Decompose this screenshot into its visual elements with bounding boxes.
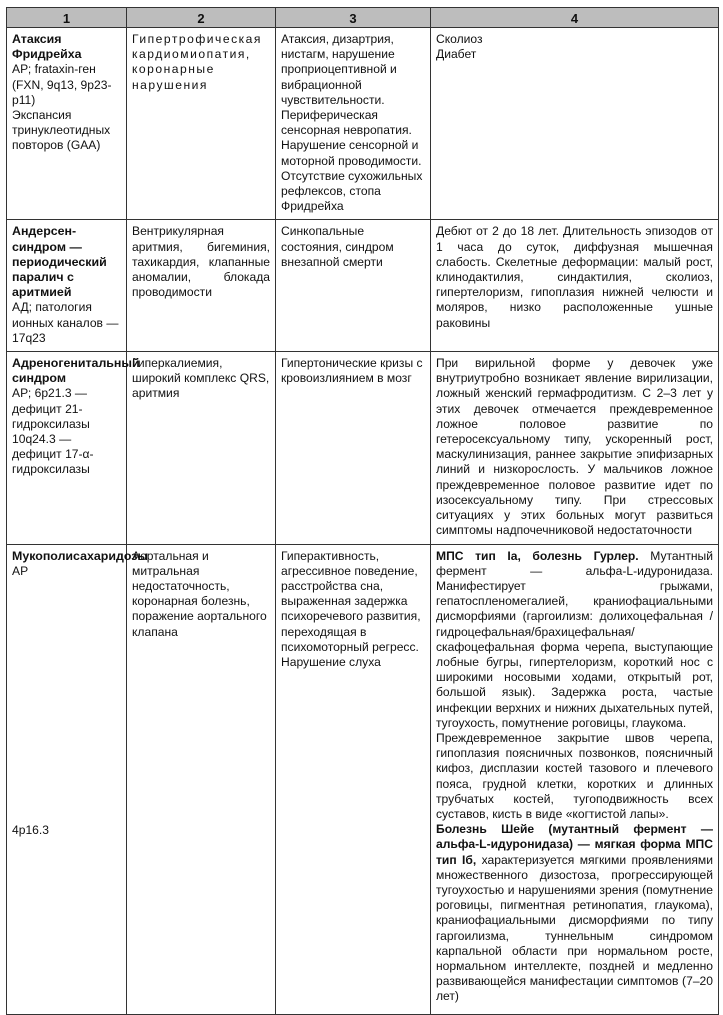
header-row (7, 8, 719, 28)
disease-cell (7, 352, 140, 544)
mps-type-1a-text: Мутантный фермент — альфа-L-идуронидаза. Манифестирует грыжами, гепатоспленомегалией, краниофациальными дисморфиями (гаргоилизм: долихоцефальная /гидроцефальная/брахицефальная/скафоцефальная форма черепа, выступающие лобные бугры, гипертелоризм, короткий нос с широкими носовыми ходами, открытый рот, большой язык). Задержка роста, частые инфекции верхних и нижних дыхательных путей, тугоухость, помутнение роговицы, глаукома. (436, 548, 713, 730)
genetics-line: АР; 6р21.3 — дефицит 21-гидроксилазы 10q24.3 — дефицит 17-α-гидроксилазы (12, 386, 94, 477)
neuro-line: Гиперактивность, агрессивное поведение, расстройства сна, выраженная задержка психоречевого развития, переходящая в психомоторный регресс. Нарушение слуха (281, 548, 421, 669)
disease-name: Адреногенитальный синдром (12, 356, 140, 386)
cardio-text: Вентрикулярная аритмия, бигеминия, тахикардия, клапанные аномалии, блокада проводимости (132, 224, 270, 300)
neuro-line: Периферическая сенсорная невропатия. (281, 108, 412, 138)
other-line: Сколиоз (436, 32, 483, 46)
mps-type-1b-paragraph (436, 822, 713, 1004)
cardio-cell (127, 28, 276, 220)
disease-cell (7, 220, 127, 352)
other-cell (431, 220, 719, 352)
header-col-4: 4 (431, 8, 719, 28)
neuro-cell (276, 28, 431, 220)
mps-type-1b-title: Болезнь Шейе (мутантный фермент — альфа-L-идуронидаза) — мягкая форма МПС тип Iб, (436, 822, 713, 867)
other-cell (431, 544, 719, 1014)
neuro-line: Синкопальные состояния, синдром внезапной смерти (281, 224, 394, 269)
other-line: При вирильной форме у девочек уже внутриутробно возникает явление вирилизации, ложный женский гермафродитизм. С 2–3 лет у этих девочек отмечается преждевременное ложное половое развитие по гетеросексуальному типу, ускоренный рост, маскулинизация, раннее закрытие эпифизарных линий и низкорослость. У мальчиков ложное преждевременное половое развитие идет по изосексуальному типу. При стрессовых ситуациях у этих больных могут развиться симптомы надпочечниковой недостаточности (436, 356, 713, 538)
table-row (7, 544, 719, 1014)
genetics-line: АР (12, 563, 29, 578)
disease-name: Атаксия Фридрейха (12, 32, 82, 62)
neuro-line: Атаксия, дизартрия, нистагм, нарушение проприоцептивной и вибрационной чувствительности. (281, 32, 397, 107)
disease-cell (7, 28, 127, 220)
cardio-text: Аортальная и митральная недостаточность, коронарная болезнь, поражение аортального клапана (132, 548, 267, 639)
other-cell (431, 28, 719, 220)
mps-type-1a-paragraph (436, 549, 713, 731)
genetics-line: АР; frataxin-ген (FXN, 9q13, 9p23-p11) (12, 62, 112, 107)
header-col-3: 3 (276, 8, 431, 28)
neuro-line: Отсутствие сухожильных рефлексов, стопа Фридрейха (281, 168, 423, 214)
cardio-text: Гиперкалиемия, широкий комплекс QRS, аритмия (132, 356, 270, 401)
mps-type-1b-text: характеризуется мягкими проявлениями множественного дизостоза, прогрессирующей тугоухостью и нарушениями зрения (помутнение роговицы, пигментная ретинопатия, глаукома), краниофациальными дисморфиями по типу гаргоилизма, туннельным синдромом карпальной области при нормальном росте, нормальном интеллекте, поздней и медленно развивающейся манифестации симптомов (7–20 лет) (436, 852, 713, 1004)
other-line: Диабет (436, 47, 477, 62)
neuro-cell (276, 220, 431, 352)
neuro-line: Нарушение сенсорной и моторной проводимости. (281, 138, 422, 168)
disease-name: Мукополисахаридозы (12, 548, 148, 563)
mps-type-1a-skeletal: Преждевременное закрытие швов черепа, гипоплазия поясничных позвонков, поясничный кифоз, дисплазии костей тазового и плечевого пояса, грудной клетки, коротких и длинных трубчатых костей, тугоподвижность всех суставов, кисть в виде «когтистой лапы». (436, 730, 713, 821)
table-row (7, 220, 719, 352)
cardio-text: Гипертрофическая кардиомиопатия, коронарные нарушения (132, 32, 262, 92)
neuro-cell (276, 544, 431, 1014)
mps-type-1a-title: МПС тип Ia, болезнь Гурлер. (436, 548, 639, 563)
disease-table (6, 7, 719, 1015)
genetics-locus: 4р16.3 (12, 822, 49, 837)
disease-name: Андерсен-синдром — периодический паралич с аритмией (12, 224, 107, 300)
header-col-1: 1 (7, 8, 127, 28)
cardio-cell (127, 544, 276, 1014)
genetics-line: Экспансия тринуклеотидных повторов (GAA) (12, 108, 111, 153)
genetics-line: АД; патология ионных каналов — 17q23 (12, 300, 119, 345)
header-col-2: 2 (127, 8, 276, 28)
neuro-line: Гипертонические кризы с кровоизлиянием в мозг (281, 356, 423, 386)
cardio-cell (127, 220, 276, 352)
table-row (7, 28, 719, 220)
neuro-cell (276, 352, 431, 544)
disease-cell (7, 544, 148, 1014)
table-row (7, 352, 719, 544)
cardio-cell (127, 352, 276, 544)
other-cell (431, 352, 719, 544)
other-line: Дебют от 2 до 18 лет. Длительность эпизодов от 1 часа до суток, диффузная мышечная слабость. Скелетные деформации: малый рост, клинодактилия, синдактилия, сколиоз, гипертелоризм, гипоплазия нижней челюсти и моляров, низко расположенные ушные раковины (436, 224, 713, 330)
